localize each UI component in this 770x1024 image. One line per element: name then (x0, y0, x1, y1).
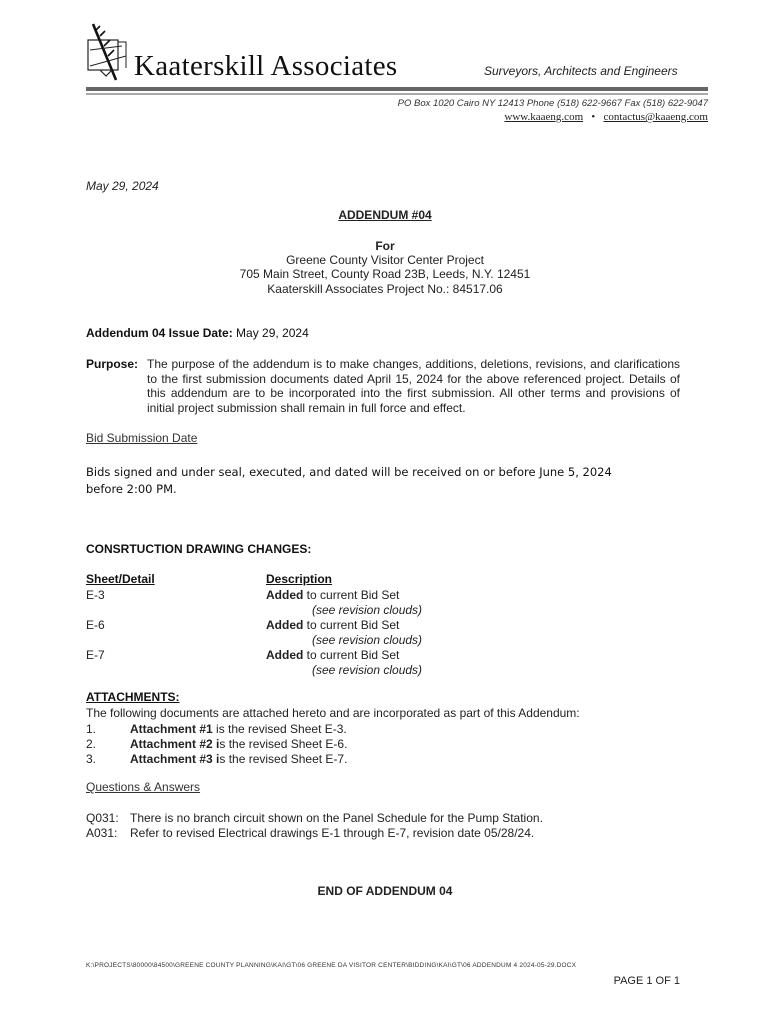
table-row-description (266, 588, 399, 602)
website-link[interactable]: www.kaaeng.com (504, 111, 584, 123)
contact-info: PO Box 1020 Cairo NY 12413 Phone (518) 622-9667 Fax (518) 622-9047 (397, 98, 708, 109)
addendum-title: ADDENDUM #04 (338, 208, 432, 222)
question-id: Q031: (86, 811, 119, 825)
answer-id: A031: (86, 826, 118, 840)
table-row-description (266, 648, 399, 662)
bid-submission-text: Bids signed and under seal, executed, and dated will be received on or before June 5, 2024 before 2:00 PM. (86, 465, 612, 496)
header-rule-thin (86, 93, 708, 95)
document-date: May 29, 2024 (86, 179, 159, 193)
attachment-label: Attachment #2 i (130, 737, 220, 751)
list-item-number: 3. (86, 752, 97, 766)
attachments-intro: The following documents are attached hereto and are incorporated as part of this Addendum: (86, 706, 580, 720)
attachment-text: s the revised Sheet E-6. (219, 737, 348, 751)
attachment-label: Attachment #3 i (130, 752, 220, 766)
row-action: Added (266, 618, 304, 632)
table-row-note: (see revision clouds) (312, 663, 423, 677)
table-row-description (266, 618, 399, 632)
company-logo-icon (86, 22, 130, 84)
project-number: Kaaterskill Associates Project No.: 84517.06 (267, 282, 503, 296)
list-item (130, 737, 347, 751)
attachments-heading: ATTACHMENTS: (86, 690, 180, 704)
purpose-label: Purpose: (86, 357, 139, 371)
attachment-text: s the revised Sheet E-7. (219, 752, 348, 766)
question-text: There is no branch circuit shown on the Panel Schedule for the Pump Station. (130, 811, 543, 825)
table-row-note: (see revision clouds) (312, 603, 423, 617)
list-item (130, 722, 347, 736)
purpose-text: The purpose of the addendum is to make changes, additions, deletions, revisions, and clarifications to the first submission documents dated April 15, 2024 for the above referenced project. Details of this addendum are to be incorporated into the first submission. All other terms and provisions of initial project submission shall remain in full force and effect. (147, 357, 680, 415)
table-row-sheet: E-7 (86, 648, 105, 662)
company-tagline: Surveyors, Architects and Engineers (484, 64, 678, 78)
email-link[interactable]: contactus@kaaeng.com (603, 111, 708, 123)
row-action: Added (266, 648, 304, 662)
list-item (130, 752, 347, 766)
page-number: PAGE 1 OF 1 (613, 975, 680, 987)
drawing-changes-heading: CONSRTUCTION DRAWING CHANGES: (86, 542, 312, 556)
row-action: Added (266, 588, 304, 602)
for-label: For (375, 239, 395, 253)
issue-date-line (86, 326, 309, 340)
contact-links (504, 111, 708, 123)
row-text: to current Bid Set (303, 588, 400, 602)
column-header-description: Description (266, 572, 333, 586)
attachment-text: is the revised Sheet E-3. (212, 722, 347, 736)
project-address: 705 Main Street, County Road 23B, Leeds, N.Y. 12451 (239, 267, 531, 281)
table-row-sheet: E-3 (86, 588, 105, 602)
qa-heading: Questions & Answers (86, 780, 201, 794)
file-path: K:\PROJECTS\80000\84500\GREENE COUNTY PLANNING\KAI\GT\06 GREENE DA VISITOR CENTER\BIDDING\KAI\GT\06 ADDENDUM 4 2024-05-29.DOCX (86, 962, 577, 969)
attachment-label: Attachment #1 (130, 722, 213, 736)
list-item-number: 1. (86, 722, 97, 736)
row-text: to current Bid Set (303, 648, 400, 662)
table-row-note: (see revision clouds) (312, 633, 423, 647)
answer-text: Refer to revised Electrical drawings E-1 through E-7, revision date 05/28/24. (130, 826, 535, 840)
table-row-sheet: E-6 (86, 618, 105, 632)
end-of-addendum: END OF ADDENDUM 04 (317, 884, 453, 898)
row-text: to current Bid Set (303, 618, 400, 632)
company-name: Kaaterskill Associates (134, 50, 398, 82)
project-name: Greene County Visitor Center Project (286, 253, 484, 267)
issue-date-value: May 29, 2024 (236, 326, 309, 340)
column-header-sheet: Sheet/Detail (86, 572, 155, 586)
link-separator: • (591, 111, 596, 123)
bid-submission-heading: Bid Submission Date (86, 431, 198, 445)
issue-date-label: Addendum 04 Issue Date: (86, 326, 233, 340)
list-item-number: 2. (86, 737, 97, 751)
header-rule (86, 87, 708, 91)
